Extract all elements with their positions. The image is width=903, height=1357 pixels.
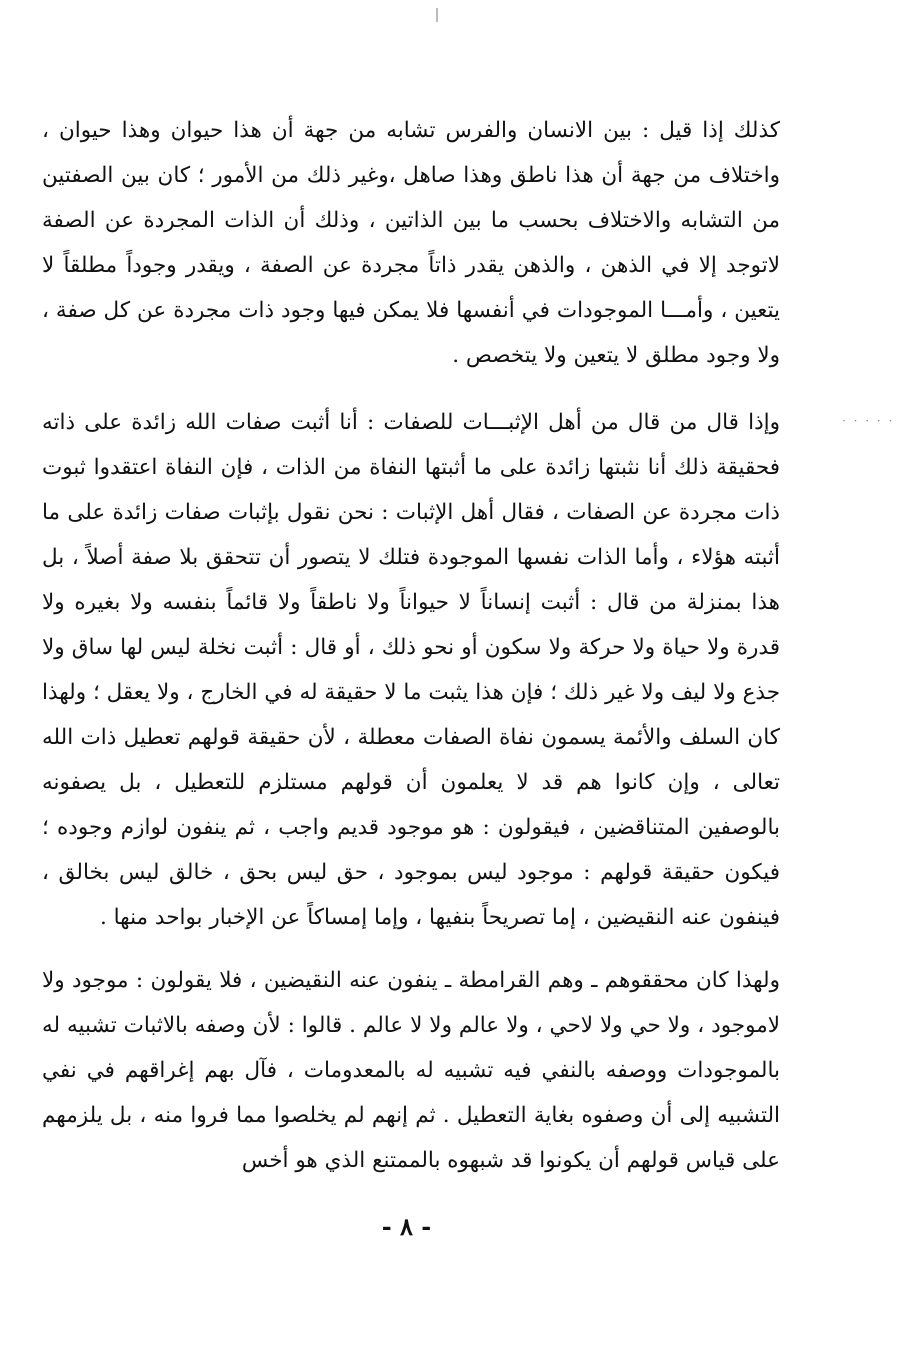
margin-mark: · · · · · [842, 414, 895, 428]
page-body [42, 108, 780, 1183]
page-number: - ٨ - [381, 1212, 432, 1241]
paragraph-2: وإذا قال من قال من أهل الإثبـــات للصفات : أنا أثبت صفات الله زائدة على ذاته فحقيقة ذلك أنا نثبتها زائدة على ما أثبتها النفاة من الذات ، فإن النفاة اعتقدوا ثبوت ذات مجردة عن الصفات ، فقال أهل الإثبات : نحن نقول بإثبات صفات زائدة على ما أثبته هؤلاء ، وأما الذات نفسها الموجودة فتلك لا يتصور أن تتحقق بلا صفة أصلاً ، بل هذا بمنزلة من قال : أثبت إنساناً لا حيواناً ولا ناطقاً ولا قائماً بنفسه ولا بغيره ولا قدرة ولا حياة ولا حركة ولا سكون أو نحو ذلك ، أو قال : أثبت نخلة ليس لها ساق ولا جذع ولا ليف ولا غير ذلك ؛ فإن هذا يثبت ما لا حقيقة له في الخارج ، ولا يعقل ؛ ولهذا كان السلف والأئمة يسمون نفاة الصفات معطلة ، لأن حقيقة قولهم تعطيل ذات الله تعالى ، وإن كانوا هم قد لا يعلمون أن قولهم مستلزم للتعطيل ، بل يصفونه بالوصفين المتناقضين ، فيقولون : هو موجود قديم واجب ، ثم ينفون لوازم وجوده ؛ فيكون حقيقة قولهم : موجود ليس بموجود ، حق ليس بحق ، خالق ليس بخالق ، فينفون عنه النقيضين ، إما تصريحاً بنفيها ، وإما إمساكاً عن الإخبار بواحد منها . [42, 410, 780, 930]
paragraph-1: كذلك إذا قيل : بين الانسان والفرس تشابه من جهة أن هذا حيوان وهذا حيوان ، واختلاف من جهة أن هذا ناطق وهذا صاهل ،وغير ذلك من الأمور ؛ كان بين الصفتين من التشابه والاختلاف بحسب ما بين الذاتين ، وذلك أن الذات المجردة عن الصفة لاتوجد إلا في الذهن ، والذهن يقدر ذاتاً مجردة عن الصفة ، ويقدر وجوداً مطلقاً لا يتعين ، وأمـــا الموجودات في أنفسها فلا يمكن فيها وجود ذات مجردة عن كل صفة ، ولا وجود مطلق لا يتعين ولا يتخصص . [42, 118, 780, 368]
paragraph-3: ولهذا كان محققوهم ـ وهم القرامطة ـ ينفون عنه النقيضين ، فلا يقولون : موجود ولا لاموجود ، ولا حي ولا لاحي ، ولا عالم ولا لا عالم . قالوا : لأن وصفه بالاثبات تشبيه له بالموجودات ووصفه بالنفي فيه تشبيه له بالمعدومات ، فآل بهم إغراقهم في نفي التشبيه إلى أن وصفوه بغاية التعطيل . ثم إنهم لم يخلصوا مما فروا منه ، بل يلزمهم على قياس قولهم أن يكونوا قد شبهوه بالممتنع الذي هو أخس [42, 968, 780, 1173]
scan-speck [436, 8, 438, 22]
